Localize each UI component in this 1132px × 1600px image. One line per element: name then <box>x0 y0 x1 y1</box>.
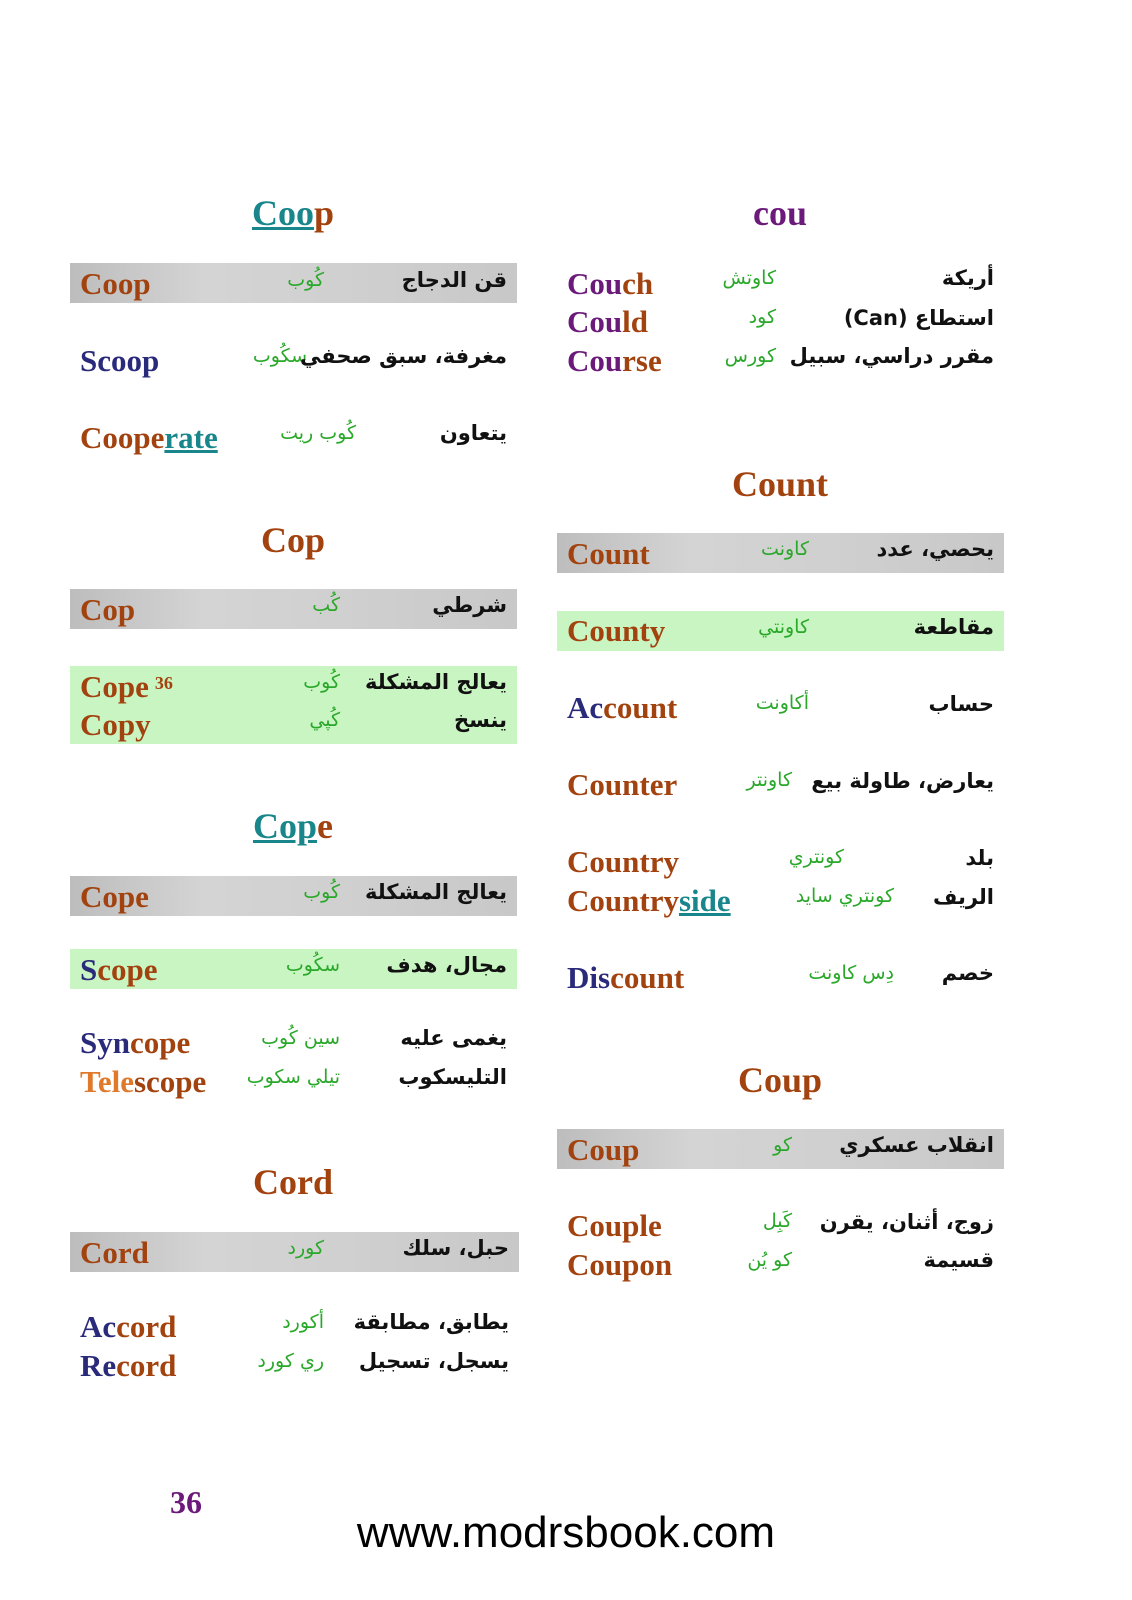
word-record-tr: ري كورد <box>257 1350 324 1372</box>
word-copy-tr: كُپي <box>309 709 340 731</box>
word-country-en: Country <box>567 844 679 879</box>
word-counter-ar: يعارض، طاولة بيع <box>811 769 994 793</box>
word-countryside-tr: كونتري سايد <box>795 885 894 907</box>
word-cop-tr: كُب <box>312 594 340 616</box>
word-syncope-en <box>80 1024 190 1062</box>
word-copy-ar: ينسخ <box>454 708 507 732</box>
word-coop-ar: قن الدجاج <box>401 268 507 292</box>
section-title-cord: Cord <box>253 1162 333 1202</box>
word-copy-en: Copy <box>80 707 151 742</box>
section-title-cop: Cop <box>260 520 326 560</box>
word-syncope-a: Syn <box>80 1025 130 1060</box>
section-title-cope <box>143 806 443 846</box>
word-accord-tr: أكورد <box>282 1311 324 1333</box>
word-discount-tr: دِس كاونت <box>808 962 894 984</box>
word-couple-en: Couple <box>567 1208 662 1243</box>
section-title-count: Count <box>731 464 829 504</box>
word-record-b: cord <box>116 1348 177 1383</box>
section-title-coup: Coup <box>737 1060 823 1100</box>
word-count-en: Count <box>567 536 650 571</box>
word-telescope-b: scope <box>133 1064 207 1099</box>
word-account-en <box>567 689 677 727</box>
website-link[interactable]: www.modrsbook.com <box>356 1508 776 1557</box>
word-telescope-ar: التليسكوب <box>398 1065 507 1089</box>
word-couple-tr: كَبِل <box>762 1210 792 1232</box>
word-course-tr: كورس <box>724 345 776 367</box>
word-telescope-en <box>80 1063 206 1101</box>
word-cord-tr: كورد <box>287 1237 324 1259</box>
word-discount-b: count <box>610 960 685 995</box>
word-countryside-ar: الريف <box>932 885 994 909</box>
word-scope-a: S <box>80 952 98 987</box>
word-scope-tr: سكُوب <box>285 954 340 976</box>
word-county-ar: مقاطعة <box>913 615 994 639</box>
word-countryside-en <box>567 882 731 920</box>
word-scoop-en: Scoop <box>80 343 160 378</box>
section-title-cope-b: e <box>317 806 333 846</box>
word-accord-b: cord <box>116 1309 177 1344</box>
section-title-cope-a: Cop <box>252 806 318 846</box>
word-discount-a: Dis <box>567 960 611 995</box>
word-scope-ar: مجال، هدف <box>386 953 507 977</box>
word-cop-en: Cop <box>80 592 136 627</box>
word-country-tr: كونتري <box>788 846 844 868</box>
word-could-tr: كود <box>748 306 776 328</box>
word-couch-ar: أريكة <box>941 266 994 290</box>
word-coop-tr: كُوب <box>287 269 324 291</box>
word-course-b: rse <box>622 343 662 378</box>
word-syncope-b: cope <box>129 1025 191 1060</box>
word-telescope-a: Tele <box>80 1064 134 1099</box>
word-discount-en <box>567 959 684 997</box>
word-cop-ar: شرطي <box>432 593 507 617</box>
word-could-en <box>567 303 648 341</box>
word-cope2-ar: يعالج المشكلة <box>364 880 507 904</box>
word-course-en <box>567 342 662 380</box>
page-number: 36 <box>170 1484 202 1520</box>
word-accord-en <box>80 1308 176 1346</box>
word-scope-en <box>80 951 158 989</box>
word-coupon-ar: قسيمة <box>923 1248 994 1272</box>
word-couch-a: Cou <box>567 266 623 301</box>
section-title-coop-a: Coo <box>251 193 314 233</box>
word-cope2-en: Cope <box>80 879 149 914</box>
word-record-en <box>80 1347 176 1385</box>
word-couch-b: ch <box>622 266 654 301</box>
section-title-cou: cou <box>753 193 807 233</box>
word-cord-ar: حبل، سلك <box>402 1236 509 1260</box>
word-county-tr: كاونتي <box>758 616 809 638</box>
word-cooperate-ar: يتعاون <box>439 421 507 445</box>
word-cooperate-b: rate <box>164 420 218 455</box>
word-county-en: County <box>567 613 666 648</box>
word-cope-ar: يعالج المشكلة <box>364 670 507 694</box>
word-cooperate-en <box>80 419 218 457</box>
word-coup-tr: كو <box>773 1134 792 1156</box>
word-account-ar: حساب <box>928 692 994 716</box>
word-cope-label: Cope <box>80 669 149 704</box>
word-coop-en: Coop <box>80 266 151 301</box>
word-could-ar: استطاع (Can) <box>843 306 994 330</box>
word-count-ar: يحصي، عدد <box>876 537 994 561</box>
word-countryside-b: side <box>678 883 731 918</box>
word-country-ar: بلد <box>965 846 994 870</box>
word-could-b: ld <box>622 304 648 339</box>
word-coup-en: Coup <box>567 1132 640 1167</box>
word-countryside-a: Country <box>567 883 679 918</box>
word-account-tr: أكاونت <box>755 692 809 714</box>
word-cope2-tr: كُوب <box>303 881 340 903</box>
word-cooperate-a: Coope <box>80 420 165 455</box>
word-cord-en: Cord <box>80 1235 149 1270</box>
word-course-a: Cou <box>567 343 623 378</box>
word-counter-en: Counter <box>567 767 678 802</box>
section-title-coop <box>143 193 443 233</box>
word-syncope-tr: سين كُوب <box>261 1027 340 1049</box>
word-couple-ar: زوج، أثنان، يقرن <box>819 1210 994 1234</box>
word-counter-tr: كاونتر <box>746 769 792 791</box>
word-account-b: count <box>603 690 678 725</box>
word-discount-ar: خصم <box>941 961 994 985</box>
word-coupon-en: Coupon <box>567 1247 673 1282</box>
word-accord-a: Ac <box>80 1309 117 1344</box>
word-couch-tr: كاوتش <box>722 267 776 289</box>
word-cope-en <box>80 668 173 706</box>
word-account-a: Ac <box>567 690 604 725</box>
word-scoop-ar: مغرفة، سبق صحفي <box>300 344 507 368</box>
section-title-coop-b: p <box>313 193 335 233</box>
word-course-ar: مقرر دراسي، سبيل <box>789 344 994 368</box>
word-telescope-tr: تيلي سكوب <box>246 1066 340 1088</box>
word-coupon-tr: كو يُن <box>747 1249 792 1271</box>
word-syncope-ar: يغمى عليه <box>400 1026 507 1050</box>
word-cope-tr: كُوب <box>303 671 340 693</box>
word-count-tr: كاونت <box>761 538 809 560</box>
word-could-a: Cou <box>567 304 623 339</box>
word-accord-ar: يطابق، مطابقة <box>353 1310 509 1334</box>
word-scope-b: cope <box>97 952 158 987</box>
word-cooperate-tr: كُوب ريت <box>280 422 356 444</box>
word-record-ar: يسجل، تسجيل <box>358 1349 509 1373</box>
word-record-a: Re <box>80 1348 117 1383</box>
footnote-marker: 36 <box>154 673 173 693</box>
word-scoop-tr: سكُوب <box>252 345 307 367</box>
word-coup-ar: انقلاب عسكري <box>839 1133 994 1157</box>
word-couch-en <box>567 265 653 303</box>
